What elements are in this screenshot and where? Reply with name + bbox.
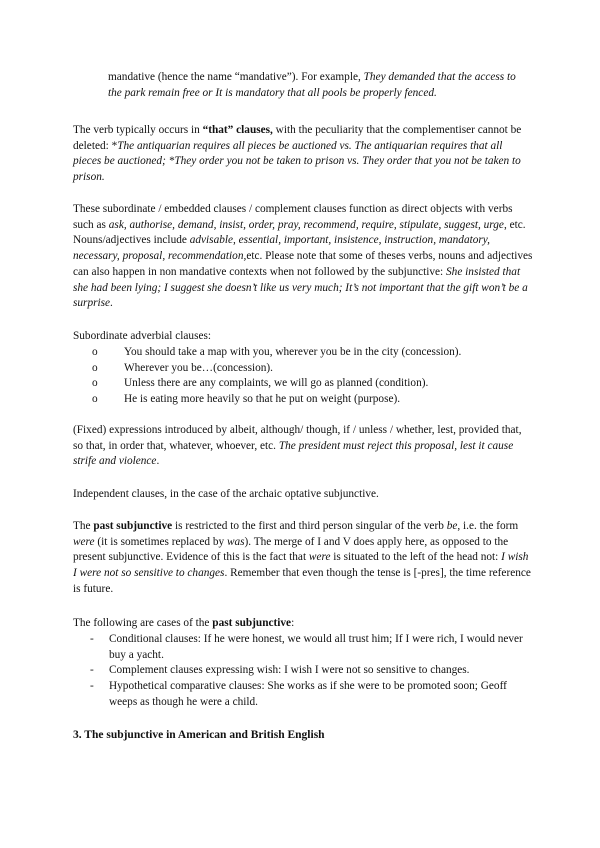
list-item: o You should take a map with you, wherever you be in the city (concession). <box>92 345 532 361</box>
adverbial-heading: Subordinate adverbial clauses: <box>73 330 212 342</box>
text: These subordinate / embedded clauses / complement clauses function as direct objects with verbs such as <box>73 203 513 231</box>
paragraph-fixed-expressions <box>73 423 533 470</box>
text: is situated to the left of the head not: <box>330 551 502 564</box>
text: etc. Please note that some of theses verbs, nouns and adjectives can also happen in non mandative contexts when not followed by the subjunctive: <box>73 250 533 278</box>
paragraph-past-subjunctive <box>73 519 533 598</box>
text: , etc. Nouns/adjectives include <box>73 218 526 247</box>
bold-term: past subjunctive <box>93 520 173 532</box>
italic-term: were <box>73 535 95 548</box>
paragraph-that-clauses <box>73 123 533 186</box>
text: (Fixed) expressions introduced by albeit, although/ though, if / unless / whether, lest, provided that, so that, in order that, whatever, whoever, etc. <box>73 424 522 452</box>
paragraph-independent: Independent clauses, in the case of the archaic optative subjunctive. <box>73 488 379 500</box>
bold-term: “that” clauses, <box>202 124 273 136</box>
text: The <box>73 520 94 532</box>
text: . <box>110 297 113 310</box>
verb-list: ask, authorise, demand, insist, order, pray, recommend, require, stipulate, suggest, urge <box>108 218 504 231</box>
example-text: The president must reject this proposal, lest it cause strife and violence <box>73 439 514 468</box>
italic-term: was <box>226 535 245 548</box>
section-heading: 3. The subjunctive in American and British English <box>73 729 325 741</box>
list-item: - Complement clauses expressing wish: I wish I were not so sensitive to changes. <box>90 663 535 679</box>
text: with the peculiarity that the complementiser cannot be deleted: * <box>73 124 522 152</box>
paragraph-subordinate-clauses <box>73 202 533 312</box>
text: . <box>156 455 160 468</box>
text: The following are cases of the <box>73 617 213 629</box>
example-text: She insisted that she had been lying; I suggest she doesn’t like us very much; It’s not important that the gift won’t be a surprise <box>73 265 528 310</box>
noun-list: advisable, essential, important, insistence, instruction, mandatory, necessary, proposal, recommendation, <box>73 234 491 263</box>
example-text: I wish I were not so sensitive to changes <box>73 551 529 580</box>
text: (it is sometimes replaced by <box>94 535 227 548</box>
italic-term: were <box>308 551 331 564</box>
past-cases-intro <box>73 616 533 632</box>
example-text: They demanded that the access to the park remain free or It is mandatory that all pools be properly fenced. <box>108 71 516 99</box>
list-item: o Wherever you be…(concession). <box>92 361 532 377</box>
italic-term: be <box>446 520 458 532</box>
past-cases-list <box>90 632 535 711</box>
list-item: o Unless there are any complaints, we will go as planned (condition). <box>92 376 532 392</box>
text: is restricted to the first and third person singular of the verb <box>172 520 447 532</box>
list-item: o He is eating more heavily so that he put on weight (purpose). <box>92 392 532 408</box>
list-item: - Hypothetical comparative clauses: She works as if she were to be promoted soon; Geoff weeps as though he were a child. <box>90 679 535 710</box>
text: . Remember that even though the tense is [-pres], the time reference is future. <box>73 567 531 595</box>
list-item: - Conditional clauses: If he were honest, we would all trust him; If I were rich, I would never buy a yacht. <box>90 632 535 663</box>
text: ). The merge of I and V does apply here, as opposed to the present subjunctive. Evidence of this is the fact that <box>73 535 509 564</box>
text: mandative (hence the name “mandative”). For example, <box>108 71 364 83</box>
text: , i.e. the form <box>457 520 519 532</box>
adverbial-list <box>92 345 532 408</box>
paragraph-mandative <box>108 70 528 101</box>
example-text: The antiquarian requires all pieces be auctioned vs. The antiquarian requires that all pieces be auctioned; *They order you not be taken to prison vs. They order that you not be taken to prison. <box>73 139 521 184</box>
text: The verb typically occurs in <box>73 124 203 136</box>
bold-term: past subjunctive <box>212 617 292 629</box>
text: : <box>291 617 295 629</box>
